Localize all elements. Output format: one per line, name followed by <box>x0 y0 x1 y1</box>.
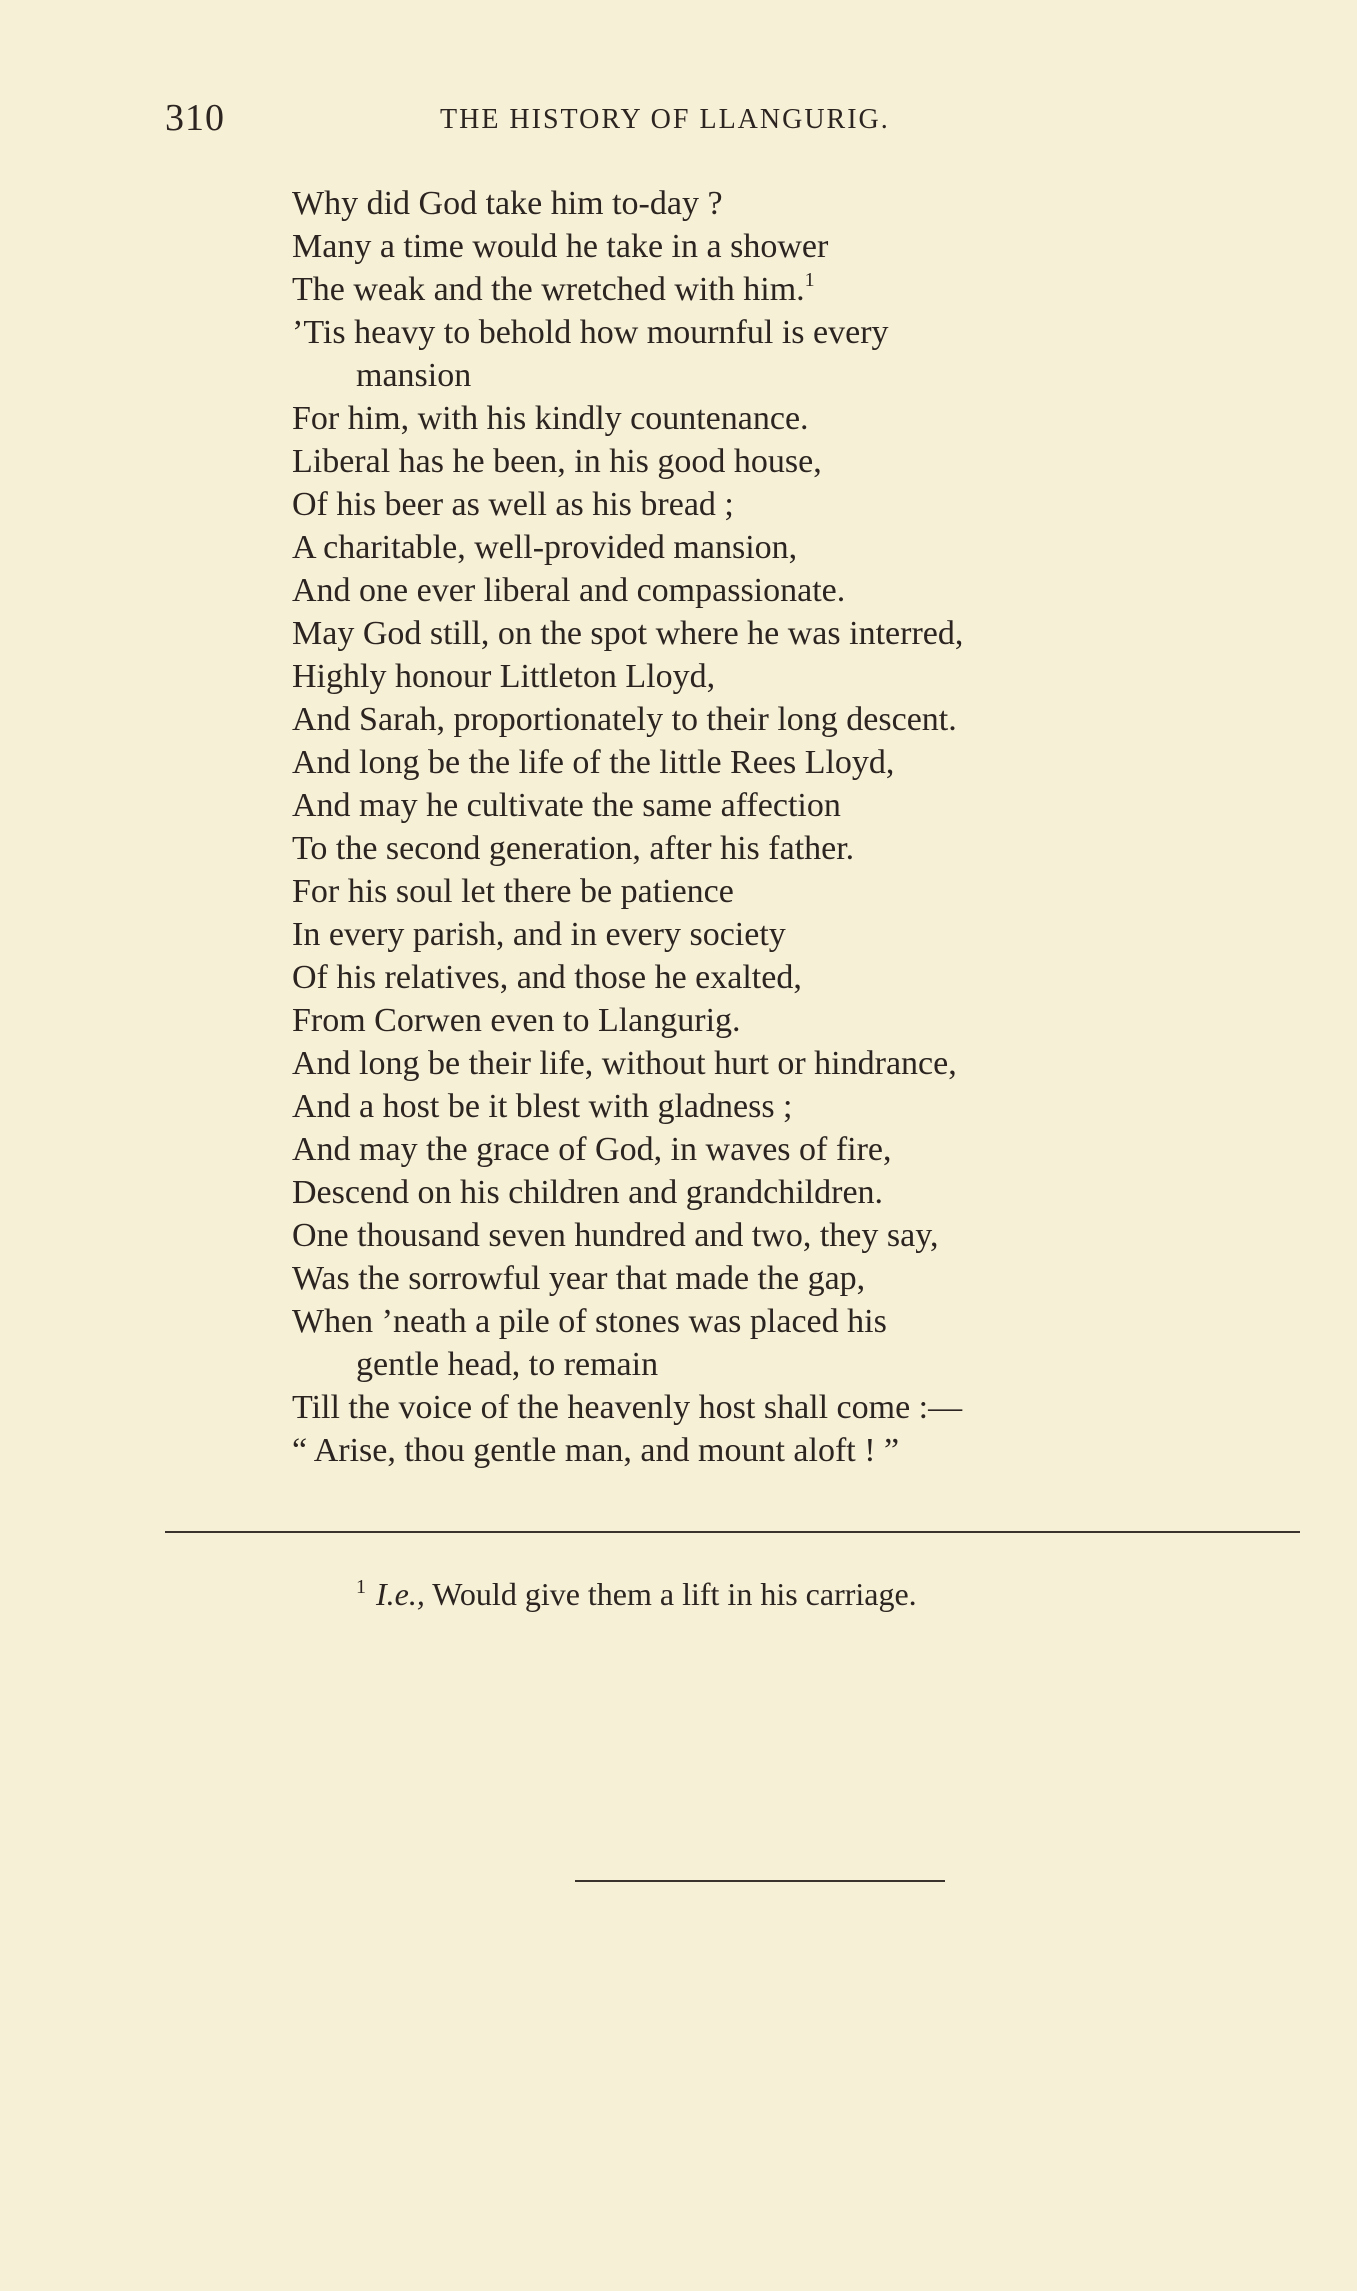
poem-line: Was the sorrowful year that made the gap, <box>292 1260 866 1297</box>
poem-line: One thousand seven hundred and two, they say, <box>292 1217 939 1254</box>
poem-line-text: The weak and the wretched with him. <box>292 271 805 308</box>
page-number: 310 <box>165 97 225 139</box>
poem-line: Liberal has he been, in his good house, <box>292 443 822 480</box>
poem-line: And Sarah, proportionately to their long descent. <box>292 701 957 738</box>
footnote-marker: 1 <box>356 1576 366 1598</box>
poem-line: And one ever liberal and compassionate. <box>292 572 846 609</box>
poem-line: May God still, on the spot where he was interred, <box>292 615 964 652</box>
poem-line: Till the voice of the heavenly host shall come :— <box>292 1389 963 1426</box>
poem-line: For his soul let there be patience <box>292 873 734 910</box>
poem-line: ’Tis heavy to behold how mournful is every <box>292 314 889 351</box>
poem <box>292 182 1232 1472</box>
footnote <box>356 1576 917 1613</box>
poem-line: Of his relatives, and those he exalted, <box>292 959 802 996</box>
poem-line-continuation: gentle head, to remain <box>356 1346 659 1383</box>
poem-line: Of his beer as well as his bread ; <box>292 486 734 523</box>
poem-line: Why did God take him to-day ? <box>292 185 723 222</box>
poem-line: “ Arise, thou gentle man, and mount aloft ! ” <box>292 1432 900 1469</box>
poem-line: And may he cultivate the same affection <box>292 787 841 824</box>
poem-line: To the second generation, after his father. <box>292 830 855 867</box>
running-title: THE HISTORY OF LLANGURIG. <box>440 104 890 135</box>
poem-line: In every parish, and in every society <box>292 916 786 953</box>
footnote-reference: 1 <box>804 269 815 291</box>
poem-line: From Corwen even to Llangurig. <box>292 1002 741 1039</box>
end-rule <box>575 1880 945 1882</box>
poem-line: Many a time would he take in a shower <box>292 228 829 265</box>
poem-line: And may the grace of God, in waves of fire, <box>292 1131 892 1168</box>
poem-line: And a host be it blest with gladness ; <box>292 1088 793 1125</box>
poem-line: And long be the life of the little Rees Lloyd, <box>292 744 895 781</box>
poem-line: For him, with his kindly countenance. <box>292 400 809 437</box>
footnote-divider <box>165 1531 1300 1533</box>
poem-line: Highly honour Littleton Lloyd, <box>292 658 716 695</box>
footnote-text: Would give them a lift in his carriage. <box>424 1576 917 1612</box>
poem-line: When ’neath a pile of stones was placed his <box>292 1303 887 1340</box>
poem-line: And long be their life, without hurt or hindrance, <box>292 1045 957 1082</box>
poem-line: A charitable, well-provided mansion, <box>292 529 798 566</box>
poem-line <box>292 268 1232 311</box>
footnote-abbreviation: I.e., <box>376 1576 425 1612</box>
poem-line: Descend on his children and grandchildren. <box>292 1174 884 1211</box>
poem-line-continuation: mansion <box>356 357 472 394</box>
